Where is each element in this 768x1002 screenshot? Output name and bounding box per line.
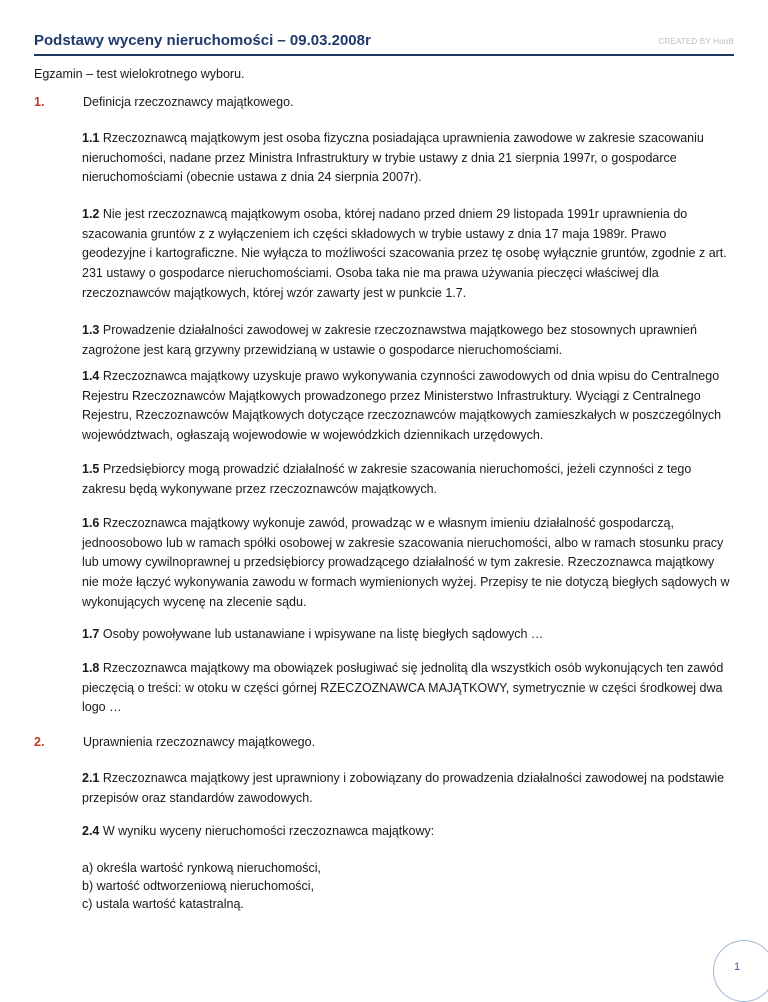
paragraph-text: Osoby powoływane lub ustanawiane i wpisywane na listę biegłych sądowych …	[102, 627, 544, 641]
question-text: Definicja rzeczoznawcy majątkowego.	[83, 95, 294, 109]
paragraph-label: 1.3	[82, 323, 100, 337]
intro-text: Egzamin – test wielokrotnego wyboru.	[34, 67, 245, 81]
paragraph-1-5	[82, 460, 732, 499]
question-number: 1.	[34, 95, 45, 109]
page-number-badge	[713, 940, 768, 1002]
question-number: 2.	[34, 735, 45, 749]
paragraph-1-1	[82, 129, 732, 188]
paragraph-1-8	[82, 659, 732, 718]
paragraph-label: 2.4	[82, 824, 100, 838]
paragraph-text: Rzeczoznawca majątkowy ma obowiązek posługiwać się jednolitą dla wszystkich osób wykonujących ten zawód pieczęcią o treści: w otoku w części górnej RZECZOZNAWCA MAJĄTKOWY, symetrycznie w części środkowej dwa logo …	[82, 661, 724, 715]
paragraph-text: Rzeczoznawca majątkowy uzyskuje prawo wykonywania czynności zawodowych od dnia wpisu do Centralnego Rejestru Rzeczoznawców Majątkowych prowadzonego przez Ministerstwo Infrastruktury. Wyciągi z Centralnego Rejestru, Rzeczoznawców Majątkowych dotyczące rzeczoznawców majątkowych zamieszkałych w poszczególnych województwach, ogłaszają wojewodowie w wojewódzkich dziennikach urzędowych.	[82, 369, 722, 443]
paragraph-text: Prowadzenie działalności zawodowej w zakresie rzeczoznawstwa majątkowego bez stosownych uprawnień zagrożone jest karą grzywny przewidzianą w ustawie o gospodarce nieruchomościami.	[82, 323, 697, 357]
paragraph-1-4	[82, 367, 732, 446]
paragraph-1-3	[82, 321, 732, 360]
page-number: 1	[733, 961, 741, 973]
answer-options	[82, 859, 732, 913]
paragraph-text: Nie jest rzeczoznawcą majątkowym osoba, której nadano przed dniem 29 listopada 1991r uprawnienia do szacowania gruntów z z wyłączeniem ich części składowych w trybie ustawy z dnia 17 maja 1989r. Prawo geodezyjne i kartograficzne. Nie wyłącza to możliwości szacowania przez tę osobę wyłącznie gruntów, zgodnie z art. 231 ustawy o gospodarce nieruchomościami. Osoba taka nie ma prawa używania pieczęci właściwej dla rzeczoznawców majątkowych, której wzór zawarty jest w punkcie 1.7.	[82, 207, 727, 300]
paragraph-text: W wyniku wyceny nieruchomości rzeczoznawca majątkowy:	[102, 824, 435, 838]
paragraph-label: 1.5	[82, 462, 100, 476]
paragraph-label: 1.4	[82, 369, 100, 383]
paragraph-text: Rzeczoznawca majątkowy jest uprawniony i zobowiązany do prowadzenia działalności zawodowej na podstawie przepisów oraz standardów zawodowych.	[82, 771, 725, 805]
paragraph-2-4	[82, 822, 732, 842]
paragraph-text: Rzeczoznawca majątkowy wykonuje zawód, prowadząc w e własnym imieniu działalność gospodarczą, jednoosobowo lub w ramach spółki osobowej w zakresie szacowania nieruchomości, albo w ramach stosunku pracy lub umowy cywilnoprawnej u przedsiębiorcy prowadzącego działalność w tym zakresie. Rzeczoznawca majątkowy nie może łączyć wykonywania zawodu w formach wymienionych wyżej. Przepisy te nie dotyczą biegłych sądowych w wykonujących wycenę na zlecenie sądu.	[82, 516, 730, 609]
option-c: c) ustala wartość katastralną.	[82, 897, 244, 911]
paragraph-label: 2.1	[82, 771, 100, 785]
paragraph-2-1	[82, 769, 732, 808]
paragraph-text: Przedsiębiorcy mogą prowadzić działalność w zakresie szacowania nieruchomości, jeżeli czynności z tego zakresu będą wykonywane przez rzeczoznawców majątkowych.	[82, 462, 692, 496]
created-by-credit: CREATED BY HooB	[658, 37, 734, 46]
paragraph-text: Rzeczoznawcą majątkowym jest osoba fizyczna posiadająca uprawnienia zawodowe w zakresie szacowaniu nieruchomości, nadane przez Ministra Infrastruktury w trybie ustawy z dnia 21 sierpnia 1997r, o gospodarce nieruchomościami (obecnie ustawa z dnia 24 sierpnia 2007r).	[82, 131, 704, 185]
document-title: Podstawy wyceny nieruchomości – 09.03.2008r	[34, 32, 371, 49]
paragraph-label: 1.2	[82, 207, 100, 221]
paragraph-label: 1.7	[82, 627, 100, 641]
paragraph-label: 1.8	[82, 661, 100, 675]
paragraph-label: 1.1	[82, 131, 100, 145]
paragraph-1-6	[82, 514, 732, 613]
paragraph-1-7	[82, 625, 732, 645]
option-a: a) określa wartość rynkową nieruchomości,	[82, 861, 321, 875]
page-header	[34, 32, 734, 56]
paragraph-1-2	[82, 205, 732, 304]
question-text: Uprawnienia rzeczoznawcy majątkowego.	[83, 735, 316, 749]
paragraph-label: 1.6	[82, 516, 100, 530]
option-b: b) wartość odtworzeniową nieruchomości,	[82, 879, 315, 893]
